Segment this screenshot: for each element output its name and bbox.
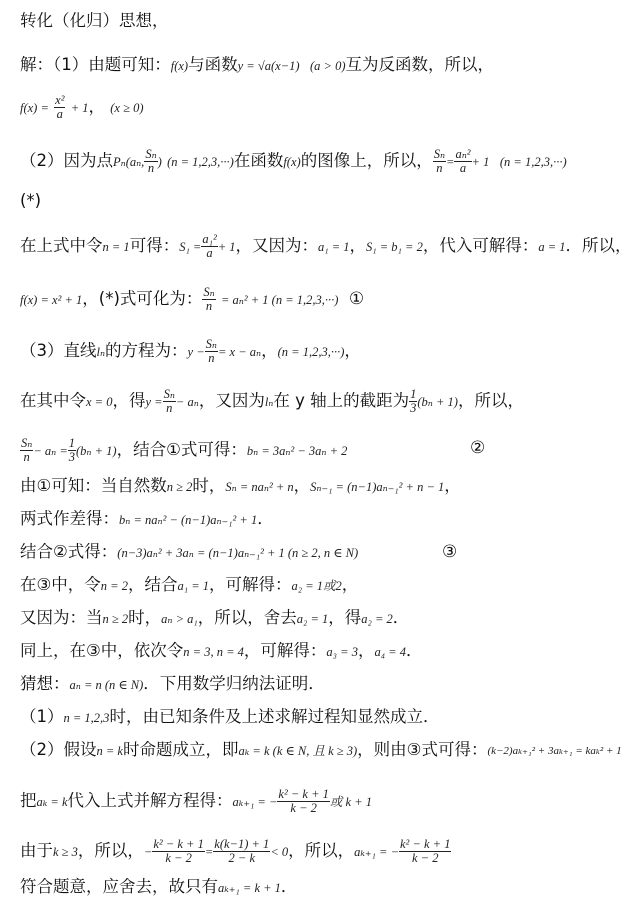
- fraction-numerator: k² − k + 1: [278, 787, 329, 801]
- math-expr: y = √a(x−1): [237, 58, 300, 73]
- math-expr: n ≥ 2: [102, 611, 129, 626]
- line-text: 时，: [128, 608, 162, 627]
- line-text: ．: [392, 608, 410, 627]
- line-text: ，得: [112, 391, 146, 410]
- math-expr: < 0: [270, 844, 289, 859]
- line-text: ，可解得：: [243, 641, 327, 660]
- math-expr: (n = 1,2,3,···): [277, 344, 345, 359]
- math-fraction: [409, 388, 417, 415]
- line-text: ．: [257, 509, 274, 528]
- fraction-numerator: Sₙ: [21, 436, 33, 450]
- line-text: 结合②式得：: [20, 542, 118, 561]
- text-line-6: [20, 233, 632, 260]
- line-text: ．所以，: [565, 236, 632, 255]
- fraction-numerator: Sₙ: [433, 147, 446, 161]
- line-text: 在上式中令: [20, 236, 103, 255]
- line-text: ，: [293, 476, 311, 495]
- line-text: ，: [341, 575, 359, 594]
- line-text: 把: [20, 791, 37, 810]
- math-expr: f(x): [283, 154, 301, 169]
- math-fraction: [277, 788, 329, 815]
- text-line-20: [20, 788, 372, 815]
- line-text: ，: [357, 641, 375, 660]
- text-line-17: [20, 673, 325, 696]
- math-expr: S₁ =: [179, 239, 202, 254]
- line-text: ，所以，舍去: [197, 608, 297, 627]
- line-text: 与函数: [188, 55, 238, 74]
- equation-marker-2: [470, 437, 485, 459]
- text-line-18: [20, 706, 439, 729]
- line-text: 符合题意，应舍去，故只有: [20, 877, 218, 896]
- fraction-denominator: a: [56, 107, 63, 121]
- math-expr: aₖ = k: [36, 794, 68, 809]
- math-fraction: [152, 838, 204, 865]
- math-expr: aₙ > a₁: [161, 611, 198, 626]
- math-expr: (n−3)aₙ² + 3aₙ = (n−1)aₙ₋₁² + 1 (n ≥ 2, n ∈ N): [117, 545, 359, 560]
- equation-marker-3: [442, 541, 457, 563]
- text-line-15: [20, 607, 409, 630]
- math-expr: a₃ = 3: [326, 644, 358, 659]
- line-text: 在函数: [233, 151, 284, 170]
- math-expr: ): [157, 154, 162, 169]
- math-expr: n = 3, n = 4: [183, 644, 244, 659]
- math-expr: (a > 0): [310, 58, 346, 73]
- fraction-numerator: Sₙ: [203, 285, 215, 299]
- math-expr: lₙ: [96, 344, 106, 359]
- math-expr: n = 2: [100, 578, 128, 593]
- fraction-numerator: Sₙ: [205, 337, 217, 351]
- math-expr: (n = 1,2,3,···): [167, 154, 234, 169]
- line-text: 的图像上，所以，: [300, 151, 433, 170]
- fraction-denominator: n: [208, 351, 215, 365]
- fraction-numerator: Sₙ: [163, 387, 175, 401]
- line-text: 转化（化归）思想，: [20, 11, 169, 30]
- fraction-numerator: x²: [55, 93, 65, 107]
- fraction-numerator: k(k−1) + 1: [214, 837, 270, 851]
- text-line-10: [20, 437, 347, 464]
- line-text: 由①可知：当自然数: [20, 476, 167, 495]
- math-expr: − aₙ =: [33, 443, 68, 458]
- line-text: 同上，在③中，依次令: [20, 641, 184, 660]
- math-fraction: [202, 286, 215, 313]
- text-line-3: [20, 94, 144, 121]
- math-fraction: [163, 388, 176, 415]
- text-line-19: [20, 739, 622, 762]
- line-text: ．: [280, 877, 298, 896]
- text-line-12: [20, 508, 274, 531]
- math-fraction: [433, 148, 446, 175]
- text-line-5: [20, 190, 41, 212]
- text-line-7: [20, 286, 364, 313]
- line-text: ，: [344, 341, 361, 360]
- math-expr: a₄ = 4: [374, 644, 406, 659]
- math-fraction: [54, 94, 65, 121]
- text-line-13: [20, 541, 358, 564]
- line-text: ，结合①式可得：: [116, 440, 247, 459]
- line-text: ，又因为: [198, 391, 265, 410]
- math-fraction: [20, 437, 33, 464]
- math-expr: a₁ = 1: [318, 239, 350, 254]
- fraction-denominator: k − 2: [411, 851, 439, 865]
- math-fraction: [213, 838, 270, 865]
- text-line-21: [20, 838, 451, 865]
- fraction-numerator: 1: [68, 436, 76, 450]
- math-expr: a₂ = 1: [296, 611, 329, 626]
- math-expr: y =: [145, 394, 163, 409]
- text-line-11: [20, 475, 461, 498]
- line-text: （2）假设: [20, 740, 97, 759]
- fraction-denominator: n: [205, 299, 213, 313]
- line-text: ，: [88, 97, 106, 116]
- line-text: 互为反函数，所以，: [345, 55, 495, 74]
- math-expr: aₖ = k (k ∈ N, 且 k ≥ 3): [238, 743, 358, 758]
- math-expr: f(x): [170, 58, 189, 73]
- fraction-numerator: aₙ²: [455, 147, 471, 161]
- math-expr: Sₙ = naₙ² + n: [225, 479, 294, 494]
- math-expr: n = 1,2,3: [63, 710, 110, 725]
- fraction-numerator: k² − k + 1: [153, 837, 204, 851]
- fraction-denominator: n: [166, 401, 173, 415]
- math-expr: bₙ = 3aₙ² − 3aₙ + 2: [246, 443, 348, 458]
- math-expr: a = 1: [538, 239, 566, 254]
- math-expr: x = 0: [86, 394, 113, 409]
- math-fraction: [68, 437, 76, 464]
- line-text: 解：（1）由题可知：: [20, 55, 171, 74]
- line-text: ，则由③式可得：: [357, 740, 488, 759]
- math-expr: a₁ = 1: [177, 578, 210, 593]
- math-expr: f(x) = x² + 1: [20, 292, 83, 307]
- text-line-4: [20, 148, 567, 175]
- math-expr: aₖ₊₁ = −: [354, 844, 399, 859]
- math-expr: k ≥ 3: [53, 844, 78, 859]
- text-line-2: [20, 54, 494, 77]
- line-text: （3）直线: [20, 341, 97, 360]
- line-text: 由于: [20, 841, 53, 860]
- math-fraction: [399, 838, 451, 865]
- math-expr: aₖ₊₁ = −: [232, 794, 278, 809]
- fraction-denominator: n: [147, 161, 155, 175]
- line-text: ，: [261, 341, 278, 360]
- math-expr: f(x) =: [20, 100, 49, 115]
- line-text: ，: [444, 476, 461, 495]
- math-expr: = x − aₙ: [217, 344, 262, 359]
- equation-marker-label: ②: [470, 438, 486, 458]
- math-expr: lₙ: [264, 394, 274, 409]
- math-expr: aₙ = n (n ∈ N): [69, 677, 144, 692]
- line-text: （2）因为点: [20, 151, 113, 170]
- line-text: (*): [20, 191, 42, 210]
- math-expr: y −: [187, 344, 205, 359]
- math-expr: −: [143, 844, 153, 859]
- line-text: 又因为：当: [20, 608, 103, 627]
- line-text: ，又因为：: [235, 236, 318, 255]
- math-expr: S₁ = b₁ = 2: [366, 239, 423, 254]
- math-expr: aₖ₊₁ = k + 1: [218, 880, 281, 895]
- text-line-14: [20, 574, 358, 597]
- fraction-numerator: k² − k + 1: [400, 837, 451, 851]
- line-text: 代入上式并解方程得：: [67, 791, 233, 810]
- fraction-denominator: 3: [410, 401, 417, 415]
- math-expr: Pₙ(aₙ,: [113, 154, 145, 169]
- line-text: ．下用数学归纳法证明．: [143, 674, 325, 693]
- fraction-denominator: a: [459, 161, 467, 175]
- math-expr: (n = 1,2,3,···): [499, 154, 567, 169]
- math-expr: (x ≥ 0): [110, 100, 144, 115]
- fraction-denominator: n: [436, 161, 443, 175]
- math-expr: Sₙ₋₁ = (n−1)aₙ₋₁² + n − 1: [310, 479, 445, 494]
- line-text: 时，: [192, 476, 226, 495]
- math-expr: + 1: [471, 154, 490, 169]
- line-text: ，所以，: [288, 841, 355, 860]
- line-text: 时，由已知条件及上述求解过程知显然成立．: [109, 707, 440, 726]
- equation-marker-label: ③: [442, 542, 458, 562]
- line-text: 在 y 轴上的截距为: [273, 391, 410, 410]
- fraction-numerator: Sₙ: [145, 147, 157, 161]
- text-line-8: [20, 338, 361, 365]
- line-text: ，结合: [127, 575, 178, 594]
- line-text: ，所以，: [457, 391, 524, 410]
- equation-marker-1: ①: [348, 289, 365, 309]
- line-text: 时命题成立，即: [122, 740, 239, 759]
- math-expr: (bₙ + 1): [76, 443, 117, 458]
- math-expr: bₙ = naₙ² − (n−1)aₙ₋₁² + 1: [119, 512, 258, 527]
- line-text: 在其中令: [20, 391, 86, 410]
- line-text: ，代入可解得：: [422, 236, 539, 255]
- fraction-denominator: k − 2: [290, 801, 317, 815]
- math-expr: a₂ = 2: [361, 611, 393, 626]
- math-fraction: [201, 233, 217, 260]
- math-expr: n = k: [96, 743, 123, 758]
- line-text: 可得：: [129, 236, 180, 255]
- math-expr: + 1: [70, 100, 89, 115]
- math-fraction: [454, 148, 471, 175]
- line-text: ．: [405, 641, 423, 660]
- text-line-9: [20, 388, 524, 415]
- math-expr: = aₙ² + 1 (n = 1,2,3,···): [220, 292, 339, 307]
- math-expr: n = 1: [102, 239, 130, 254]
- math-expr: 或 k + 1: [329, 794, 372, 809]
- line-text: 的方程为：: [105, 341, 188, 360]
- line-text: 猜想：: [20, 674, 70, 693]
- line-text: ，得: [328, 608, 362, 627]
- line-text: ，(*)式可化为：: [82, 289, 203, 308]
- fraction-denominator: k − 2: [165, 851, 192, 865]
- math-fraction: [205, 338, 218, 365]
- line-text: ，所以，: [77, 841, 144, 860]
- fraction-denominator: n: [23, 450, 30, 464]
- line-text: 在③中，令: [20, 575, 101, 594]
- math-expr: + 1: [217, 239, 236, 254]
- math-expr: =: [446, 154, 455, 169]
- line-text: （1）: [20, 707, 64, 726]
- math-expr: (k−2)aₖ₊₁² + 3aₖ₊₁ = kaₖ² + 1: [487, 744, 622, 757]
- math-fraction: [144, 148, 157, 175]
- math-expr: a₂ = 1或2: [291, 578, 342, 593]
- line-text: ，可解得：: [209, 575, 292, 594]
- line-text: ，: [349, 236, 367, 255]
- fraction-denominator: 2 − k: [228, 851, 256, 865]
- text-line-16: [20, 640, 422, 663]
- fraction-numerator: a₁²: [202, 232, 217, 246]
- math-expr: (bₙ + 1): [417, 394, 458, 409]
- line-text: 两式作差得：: [20, 509, 119, 528]
- fraction-numerator: 1: [410, 387, 417, 401]
- fraction-denominator: a: [206, 246, 213, 260]
- text-line-1: [20, 10, 169, 32]
- math-expr: =: [204, 844, 214, 859]
- math-expr: n ≥ 2: [166, 479, 193, 494]
- fraction-denominator: 3: [68, 450, 76, 464]
- math-expr: − aₙ: [175, 394, 199, 409]
- text-line-22: [20, 876, 297, 899]
